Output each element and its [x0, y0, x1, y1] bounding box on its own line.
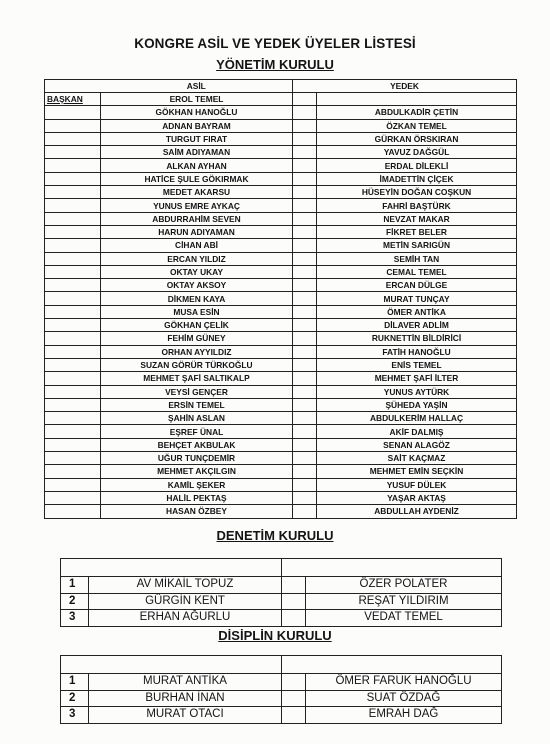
spacer-cell: [282, 610, 306, 627]
blank-cell: [61, 656, 282, 674]
yedek-name: ÖZKAN TEMEL: [317, 119, 517, 132]
spacer-cell: [282, 577, 306, 594]
spacer-cell: [293, 505, 317, 518]
yonetim-row: [45, 106, 517, 119]
yedek-name: FİKRET BELER: [317, 225, 517, 238]
yedek-name: ENİS TEMEL: [317, 358, 517, 371]
yonetim-row: [45, 491, 517, 504]
spacer-cell: [282, 593, 306, 610]
yedek-name: FAHRİ BAŞTÜRK: [317, 199, 517, 212]
spacer-cell: [293, 452, 317, 465]
asil-name: GÖKHAN ÇELİK: [101, 319, 293, 332]
yedek-name: MURAT TUNÇAY: [317, 292, 517, 305]
row-number: 1: [61, 674, 89, 691]
role-empty-cell: [45, 398, 101, 411]
role-empty-cell: [45, 159, 101, 172]
asil-name: BEHÇET AKBULAK: [101, 438, 293, 451]
asil-name: ORHAN AYYILDIZ: [101, 345, 293, 358]
yonetim-row: [45, 239, 517, 252]
spacer-cell: [282, 690, 306, 707]
asil-name: ŞAHİN ASLAN: [101, 412, 293, 425]
asil-name: VEYSİ GENÇER: [101, 385, 293, 398]
yonetim-row: [45, 505, 517, 518]
row-number: 1: [61, 577, 89, 594]
role-empty-cell: [45, 119, 101, 132]
role-empty-cell: [45, 265, 101, 278]
disiplin-table: [60, 655, 502, 724]
spacer-cell: [282, 707, 306, 724]
asil-name: HATİCE ŞULE GÖKIRMAK: [101, 172, 293, 185]
asil-name: HARUN ADIYAMAN: [101, 225, 293, 238]
spacer-cell: [293, 292, 317, 305]
yedek-name: SAİT KAÇMAZ: [317, 452, 517, 465]
yonetim-row: [45, 159, 517, 172]
role-empty-cell: [45, 412, 101, 425]
role-empty-cell: [45, 438, 101, 451]
asil-name: YUNUS EMRE AYKAÇ: [101, 199, 293, 212]
denetim-row: [61, 610, 502, 627]
yedek-name: FATİH HANOĞLU: [317, 345, 517, 358]
asil-name: SAİM ADIYAMAN: [101, 146, 293, 159]
role-empty-cell: [45, 305, 101, 318]
spacer-cell: [293, 252, 317, 265]
yonetim-row: [45, 225, 517, 238]
row-number: 2: [61, 593, 89, 610]
role-empty-cell: [45, 106, 101, 119]
spacer-cell: [293, 265, 317, 278]
blank-cell: [61, 559, 282, 577]
asil-name: MURAT OTACI: [89, 707, 282, 724]
yonetim-row: [45, 372, 517, 385]
yonetim-row: [45, 385, 517, 398]
yedek-name: SUAT ÖZDAĞ: [306, 690, 502, 707]
role-empty-cell: [45, 172, 101, 185]
denetim-heading: DENETİM KURULU: [216, 528, 334, 543]
yonetim-row: [45, 345, 517, 358]
role-empty-cell: [45, 358, 101, 371]
asil-name: FEHİM GÜNEY: [101, 332, 293, 345]
asil-name: EŞREF ÜNAL: [101, 425, 293, 438]
spacer-cell: [293, 279, 317, 292]
yedek-name: SEMİH TAN: [317, 252, 517, 265]
yonetim-row: [45, 398, 517, 411]
role-empty-cell: [45, 491, 101, 504]
yedek-name: SENAN ALAGÖZ: [317, 438, 517, 451]
role-empty-cell: [45, 425, 101, 438]
row-number: 3: [61, 707, 89, 724]
spacer-cell: [293, 305, 317, 318]
yedek-name: YAVUZ DAĞGÜL: [317, 146, 517, 159]
disiplin-heading: DİSİPLİN KURULU: [218, 628, 332, 643]
yedek-name: ERCAN DÜLGE: [317, 279, 517, 292]
yedek-name: ABDULKADİR ÇETİN: [317, 106, 517, 119]
spacer-cell: [293, 412, 317, 425]
disiplin-row: [61, 690, 502, 707]
spacer-cell: [293, 172, 317, 185]
asil-name: MEDET AKARSU: [101, 186, 293, 199]
yedek-name: ÖZER POLATER: [306, 577, 502, 594]
spacer-cell: [293, 491, 317, 504]
role-empty-cell: [45, 186, 101, 199]
yedek-name: REŞAT YILDIRIM: [306, 593, 502, 610]
role-empty-cell: [45, 345, 101, 358]
spacer-cell: [293, 345, 317, 358]
spacer-cell: [293, 332, 317, 345]
role-empty-cell: [45, 239, 101, 252]
asil-name: GÜRGİN KENT: [89, 593, 282, 610]
yonetim-row: [45, 265, 517, 278]
spacer-cell: [293, 186, 317, 199]
spacer-cell: [293, 425, 317, 438]
role-empty-cell: [45, 212, 101, 225]
spacer-cell: [293, 319, 317, 332]
asil-name: MEHMET AKÇILGIN: [101, 465, 293, 478]
yonetim-row: [45, 279, 517, 292]
spacer-cell: [293, 372, 317, 385]
yedek-name: YAŞAR AKTAŞ: [317, 491, 517, 504]
yedek-name: RUKNETTİN BİLDİRİCİ: [317, 332, 517, 345]
yonetim-row: [45, 478, 517, 491]
yedek-name: NEVZAT MAKAR: [317, 212, 517, 225]
yonetim-row: [45, 358, 517, 371]
yedek-name: METİN SARIGÜN: [317, 239, 517, 252]
role-empty-cell: [45, 505, 101, 518]
role-empty-cell: [45, 225, 101, 238]
spacer-cell: [293, 119, 317, 132]
yonetim-row: [45, 438, 517, 451]
spacer-cell: [293, 199, 317, 212]
yedek-name: HÜSEYİN DOĞAN COŞKUN: [317, 186, 517, 199]
spacer-cell: [293, 212, 317, 225]
role-empty-cell: [45, 279, 101, 292]
disiplin-row: [61, 674, 502, 691]
yedek-name: ABDULKERİM HALLAÇ: [317, 412, 517, 425]
yedek-name: ABDULLAH AYDENİZ: [317, 505, 517, 518]
document-title: KONGRE ASİL VE YEDEK ÜYELER LİSTESİ: [134, 36, 416, 51]
asil-name: KAMİL ŞEKER: [101, 478, 293, 491]
asil-name: ADNAN BAYRAM: [101, 119, 293, 132]
yedek-name: YUNUS AYTÜRK: [317, 385, 517, 398]
yedek-name: EMRAH DAĞ: [306, 707, 502, 724]
spacer-cell: [293, 93, 317, 106]
yonetim-row: [45, 186, 517, 199]
role-empty-cell: [45, 319, 101, 332]
spacer-cell: [293, 465, 317, 478]
role-empty-cell: [45, 199, 101, 212]
asil-name: BURHAN İNAN: [89, 690, 282, 707]
spacer-cell: [293, 478, 317, 491]
asil-name: MUSA ESİN: [101, 305, 293, 318]
yedek-name: İMADETTİN ÇİÇEK: [317, 172, 517, 185]
yedek-name: [317, 93, 517, 106]
spacer-cell: [293, 358, 317, 371]
spacer-cell: [293, 239, 317, 252]
yedek-name: YUSUF DÜLEK: [317, 478, 517, 491]
asil-name: OKTAY AKSOY: [101, 279, 293, 292]
role-empty-cell: [45, 478, 101, 491]
denetim-row: [61, 593, 502, 610]
spacer-cell: [293, 438, 317, 451]
denetim-row: [61, 577, 502, 594]
yonetim-row: [45, 305, 517, 318]
yonetim-header-row: [45, 80, 517, 93]
row-number: 3: [61, 610, 89, 627]
role-empty-cell: [45, 452, 101, 465]
yonetim-row: [45, 93, 517, 106]
asil-name: SUZAN GÖRÜR TÜRKOĞLU: [101, 358, 293, 371]
spacer-cell: [293, 146, 317, 159]
denetim-blank-row: [61, 559, 502, 577]
spacer-cell: [293, 385, 317, 398]
yonetim-row: [45, 132, 517, 145]
yonetim-row: [45, 425, 517, 438]
role-empty-cell: [45, 146, 101, 159]
asil-name: TURGUT FIRAT: [101, 132, 293, 145]
yedek-name: ŞÜHEDA YAŞİN: [317, 398, 517, 411]
yonetim-row: [45, 252, 517, 265]
disiplin-blank-row: [61, 656, 502, 674]
spacer-cell: [293, 159, 317, 172]
header-empty-cell: [45, 80, 101, 93]
spacer-cell: [293, 225, 317, 238]
yonetim-row: [45, 332, 517, 345]
spacer-cell: [293, 132, 317, 145]
asil-name: MEHMET ŞAFİ SALTIKALP: [101, 372, 293, 385]
asil-name: GÖKHAN HANOĞLU: [101, 106, 293, 119]
spacer-cell: [293, 106, 317, 119]
yonetim-row: [45, 172, 517, 185]
yonetim-row: [45, 199, 517, 212]
spacer-cell: [293, 398, 317, 411]
yedek-name: ÖMER FARUK HANOĞLU: [306, 674, 502, 691]
col-yedek-header: YEDEK: [293, 80, 517, 93]
yonetim-table: [44, 79, 517, 519]
yonetim-row: [45, 292, 517, 305]
asil-name: CİHAN ABİ: [101, 239, 293, 252]
blank-cell: [282, 656, 502, 674]
yonetim-row: [45, 319, 517, 332]
denetim-table: [60, 558, 502, 627]
asil-name: HASAN ÖZBEY: [101, 505, 293, 518]
yedek-name: MEHMET EMİN SEÇKİN: [317, 465, 517, 478]
yedek-name: DİLAVER ADLİM: [317, 319, 517, 332]
yedek-name: CEMAL TEMEL: [317, 265, 517, 278]
asil-name: ERSİN TEMEL: [101, 398, 293, 411]
asil-name: ALKAN AYHAN: [101, 159, 293, 172]
spacer-cell: [282, 674, 306, 691]
role-empty-cell: [45, 465, 101, 478]
asil-name: UĞUR TUNÇDEMİR: [101, 452, 293, 465]
blank-cell: [282, 559, 502, 577]
yonetim-row: [45, 465, 517, 478]
role-label: BAŞKAN: [45, 93, 101, 106]
asil-name: OKTAY UKAY: [101, 265, 293, 278]
yonetim-row: [45, 146, 517, 159]
role-empty-cell: [45, 292, 101, 305]
yedek-name: MEHMET ŞAFİ İLTER: [317, 372, 517, 385]
role-empty-cell: [45, 332, 101, 345]
yonetim-heading: YÖNETİM KURULU: [216, 57, 334, 72]
asil-name: AV MİKAİL TOPUZ: [89, 577, 282, 594]
role-empty-cell: [45, 385, 101, 398]
yedek-name: ERDAL DİLEKLİ: [317, 159, 517, 172]
role-empty-cell: [45, 252, 101, 265]
role-empty-cell: [45, 372, 101, 385]
asil-name: ERCAN YILDIZ: [101, 252, 293, 265]
yonetim-row: [45, 119, 517, 132]
yonetim-row: [45, 452, 517, 465]
asil-name: ABDURRAHİM SEVEN: [101, 212, 293, 225]
yedek-name: ÖMER ANTİKA: [317, 305, 517, 318]
col-asil-header: ASİL: [101, 80, 293, 93]
asil-name: EROL TEMEL: [101, 93, 293, 106]
yedek-name: VEDAT TEMEL: [306, 610, 502, 627]
yonetim-row: [45, 412, 517, 425]
asil-name: DİKMEN KAYA: [101, 292, 293, 305]
asil-name: ERHAN AĞURLU: [89, 610, 282, 627]
disiplin-row: [61, 707, 502, 724]
asil-name: HALİL PEKTAŞ: [101, 491, 293, 504]
asil-name: MURAT ANTİKA: [89, 674, 282, 691]
yedek-name: AKİF DALMIŞ: [317, 425, 517, 438]
role-empty-cell: [45, 132, 101, 145]
row-number: 2: [61, 690, 89, 707]
yedek-name: GÜRKAN ÖRSKIRAN: [317, 132, 517, 145]
yonetim-row: [45, 212, 517, 225]
